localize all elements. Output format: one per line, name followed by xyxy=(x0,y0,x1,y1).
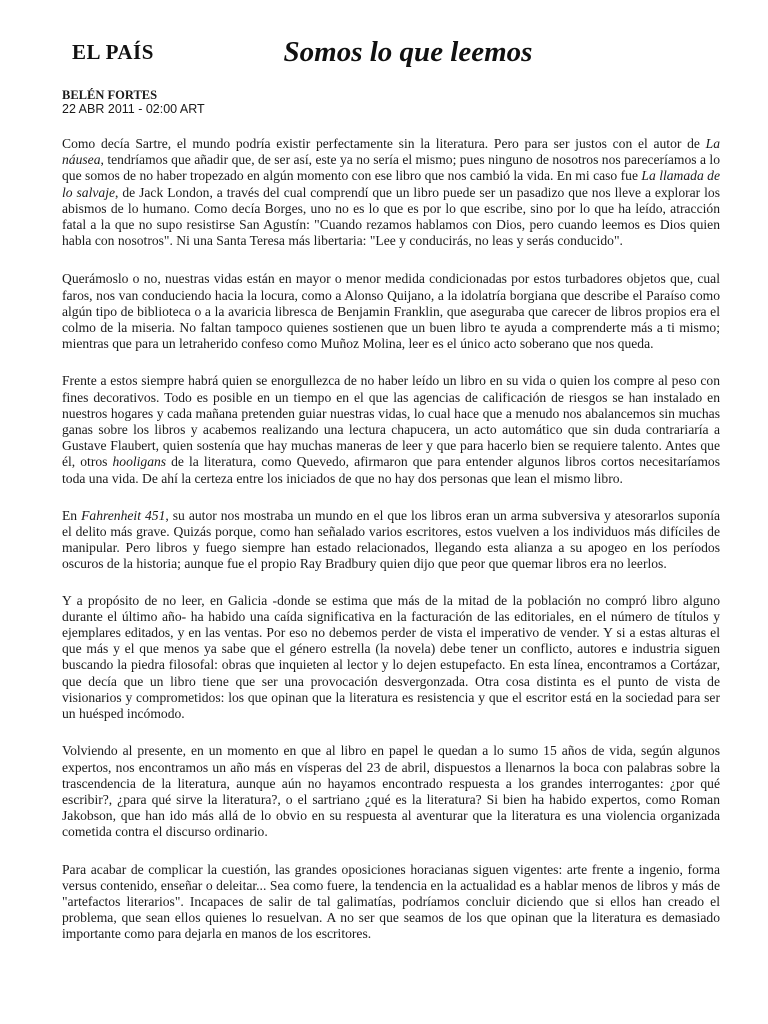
article-title: Somos lo que leemos xyxy=(283,36,533,68)
paragraph-2: Querámoslo o no, nuestras vidas están en mayor o menor medida condicionadas por estos turbadores objetos que, cual faros, nos van conduciendo hacia la locura, como a Alonso Quijano, a la idolatría borgiana que describe el Paraíso como algún tipo de biblioteca o a la avaricia libresca de Benjamin Franklin, que aseguraba que carecer de libros propios era el colmo de la miseria. No faltan tampoco quienes sostienen que un buen libro te ayuda a comprenderte más a ti mismo; mientras que para un letraherido confeso como Muñoz Molina, leer es el único acto soberano que nos queda. xyxy=(62,271,720,352)
article-body xyxy=(62,136,720,959)
paragraph-4: En Fahrenheit 451, su autor nos mostraba un mundo en el que los libros eran un arma subversiva y atesorarlos suponía el delito más grave. Quizás porque, como han señalado varios escritores, estos vuelven a los individuos más difíciles de manipular. Pero libros y fuego siempre han estado relacionados, llegando esta alianza a su apogeo en los períodos oscuros de la historia; aunque fue el propio Ray Bradbury quien dijo que peor que quemar libros era no leerlos. xyxy=(62,507,721,572)
author-name: BELÉN FORTES xyxy=(62,88,158,102)
italic-hooligans: hooligans xyxy=(112,454,167,470)
book-title-la-llamada: La llamada de lo salvaje xyxy=(62,168,720,200)
publication-logo: EL PAÍS xyxy=(72,40,154,64)
book-title-la-nausea: La náusea xyxy=(62,136,720,168)
paragraph-5: Y a propósito de no leer, en Galicia -donde se estima que más de la mitad de la población no compró libro alguno durante el último año- ha habido una caída significativa en la facturación de las editoriales, en el número de títulos y ejemplares editados, y en las ventas. Por eso no debemos perder de vista el imperativo de vender. Y si a estas alturas el que más y el que menos ya sabe que el género estrella (la novela) debe tener un conflicto, autores e industria siguen buscando la piedra filosofal: obras que inquieten al lector y lo dejen estupefacto. En esta línea, encontramos a Cortázar, que decía que un libro tiene que ser una provocación desvergonzada. Otra cosa distinta es el punto de vista de visionarios y comprometidos: los que opinan que la literatura es resistencia y que el escritor está en la sociedad para ser un huésped incómodo. xyxy=(62,592,720,722)
paragraph-7: Para acabar de complicar la cuestión, las grandes oposiciones horacianas siguen vigentes: arte frente a ingenio, forma versus contenido, enseñar o deleitar... Sea como fuere, la tendencia en la actualidad es a hablar menos de libros y más de "artefactos literarios". Incapaces de salir de tal galimatías, podríamos concluir diciendo que si ellos han creado el problema, que sean ellos quienes lo resuelvan. A no ser que seamos de los que opinan que la literatura es demasiado importante como para dejarla en manos de los escritores. xyxy=(62,861,720,942)
paragraph-1: Como decía Sartre, el mundo podría existir perfectamente sin la literatura. Pero para ser justos con el autor de La náusea, tendríamos que añadir que, de ser así, este ya no sería el mismo; pues ninguno de nosotros nos pareceríamos a lo que somos de no haber tropezado en algún momento con ese libro que nos cambió la vida. En mi caso fue La llamada de lo salvaje, de Jack London, a través del cual comprendí que un libro puede ser un pasadizo que nos lleve a explorar los abismos de lo humano. Como decía Borges, uno no es lo que es por lo que escribe, sino por lo que ha leído, atracción fatal a la que no supo resistirse San Agustín: "Cuando rezamos hablamos con Dios, pero cuando leemos es Dios quien habla con nosotros". Ni una Santa Teresa más libertaria: "Lee y conducirás, no leas y serás conducido". xyxy=(62,136,720,249)
paragraph-6: Volviendo al presente, en un momento en que al libro en papel le quedan a lo sumo 15 años de vida, según algunos expertos, nos encontramos un año más en vísperas del 23 de abril, dispuestos a llenarnos la boca con palabras sobre la trascendencia de la literatura, aunque aún no hayamos encontrado respuesta a los grandes interrogantes: ¿por qué escribir?, ¿para qué sirve la literatura?, o el sartriano ¿qué es la literatura? Si bien ha habido expertos, como Roman Jakobson, que han ido más allá de lo obvio en su respuesta al aventurar que la literatura es una violencia organizada cometida contra el discurso ordinario. xyxy=(62,743,720,840)
book-title-fahrenheit: Fahrenheit 451 xyxy=(81,507,166,523)
publish-date: 22 ABR 2011 - 02:00 ART xyxy=(62,102,205,116)
byline xyxy=(62,88,205,116)
paragraph-3: Frente a estos siempre habrá quien se enorgullezca de no haber leído un libro en su vida o quien los compre al peso con fines decorativos. Todo es posible en un tiempo en el que las agencias de calificación de riesgos se han instalado en nuestros hogares y cada mañana pretenden guiar nuestras vidas, lo cual hace que a menudo nos abalancemos sin muchas ganas sobre los libros y acabemos realizando una lectura chapucera, un acto automático que sin duda contrariaría a Gustave Flaubert, quien sostenía que hay muchas maneras de leer y que para hacerlo bien se requiere talento. Antes que él, otros hooligans de la literatura, como Quevedo, afirmaron que para entender algunos libros cortos necesitaríamos toda una vida. De ahí la certeza entre los iniciados de que no hay dos personas que lean el mismo libro. xyxy=(62,373,720,486)
